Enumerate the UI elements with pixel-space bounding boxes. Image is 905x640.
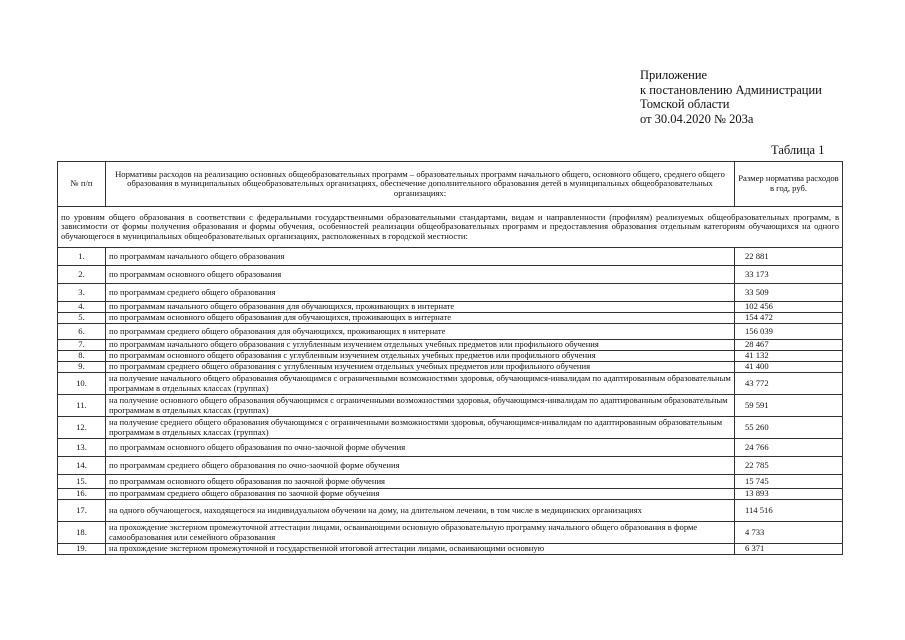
row-num: 19. [58, 544, 106, 555]
row-desc: по программам среднего общего образования [106, 284, 735, 302]
table-row [58, 373, 843, 395]
table-row [58, 351, 843, 362]
table-intro: по уровням общего образования в соответствии с федеральными государственными образовательными стандартами, видам и направленности (профилям) реализуемых общеобразовательных программ, в зависимости от формы получения образования и формы обучения, особенностей реализации общеобразовательных программ и предоставления образования отдельным категориям обучающихся на одного обучающегося в муниципальных общеобразовательных организациях, расположенных в городской местности: [58, 207, 843, 248]
table-row [58, 522, 843, 544]
row-desc: по программам основного общего образования с углубленным изучением отдельных учебных предметов или профильного обучения [106, 351, 735, 362]
table-row [58, 500, 843, 522]
row-value: 15 745 [735, 475, 843, 489]
row-value: 13 893 [735, 489, 843, 500]
row-num: 18. [58, 522, 106, 544]
row-value: 156 039 [735, 324, 843, 340]
row-value: 22 881 [735, 248, 843, 266]
row-desc: по программам начального общего образования для обучающихся, проживающих в интернате [106, 302, 735, 313]
norms-table [57, 161, 843, 555]
row-desc: по программам среднего общего образования по заочной форме обучения [106, 489, 735, 500]
approval-block [640, 68, 822, 126]
table-row [58, 457, 843, 475]
row-value: 6 371 [735, 544, 843, 555]
approval-line-2: к постановлению Администрации [640, 82, 822, 97]
row-num: 14. [58, 457, 106, 475]
header-value: Размер норматива расходов в год, руб. [735, 162, 843, 207]
row-num: 9. [58, 362, 106, 373]
table-row [58, 340, 843, 351]
row-value: 43 772 [735, 373, 843, 395]
table-row [58, 266, 843, 284]
table-row [58, 302, 843, 313]
table-intro-row [58, 207, 843, 248]
header-num: № п/п [58, 162, 106, 207]
row-value: 22 785 [735, 457, 843, 475]
row-value: 55 260 [735, 417, 843, 439]
table-row [58, 475, 843, 489]
row-num: 5. [58, 313, 106, 324]
approval-line-3: Томской области [640, 97, 730, 111]
table-row [58, 324, 843, 340]
row-num: 6. [58, 324, 106, 340]
row-value: 102 456 [735, 302, 843, 313]
row-desc: по программам начального общего образования с углубленным изучением отдельных учебных предметов или профильного обучения [106, 340, 735, 351]
row-num: 15. [58, 475, 106, 489]
row-desc: на прохождение экстерном промежуточной аттестации лицами, осваивающими основную образовательную программу начального общего образования в форме самообразования или семейного образования [106, 522, 735, 544]
row-desc: по программам среднего общего образования по очно-заочной форме обучения [106, 457, 735, 475]
row-desc: на получение начального общего образования обучающимся с ограниченными возможностями здоровья, обучающимся-инвалидам по адаптированным образовательным программам в отдельных классах (группах) [106, 373, 735, 395]
row-value: 59 591 [735, 395, 843, 417]
row-value: 33 509 [735, 284, 843, 302]
row-desc: по программам основного общего образования для обучающихся, проживающих в интернате [106, 313, 735, 324]
row-num: 10. [58, 373, 106, 395]
row-value: 24 766 [735, 439, 843, 457]
row-desc: по программам основного общего образования по очно-заочной форме обучения [106, 439, 735, 457]
approval-line-1: Приложение [640, 68, 708, 82]
table-row [58, 439, 843, 457]
row-desc: по программам среднего общего образования с углубленным изучением отдельных учебных предметов или профильного обучения [106, 362, 735, 373]
row-desc: по программам основного общего образования по заочной форме обучения [106, 475, 735, 489]
approval-line-4: от 30.04.2020 № 203а [640, 111, 754, 126]
row-num: 7. [58, 340, 106, 351]
row-num: 8. [58, 351, 106, 362]
row-desc: на одного обучающегося, находящегося на индивидуальном обучении на дому, на длительном лечении, в том числе в медицинских организациях [106, 500, 735, 522]
row-value: 41 132 [735, 351, 843, 362]
row-desc: по программам начального общего образования [106, 248, 735, 266]
table-row [58, 489, 843, 500]
row-value: 114 516 [735, 500, 843, 522]
row-desc: на прохождение экстерном промежуточной и государственной итоговой аттестации лицами, осваивающими основную [106, 544, 735, 555]
row-num: 3. [58, 284, 106, 302]
table-row [58, 544, 843, 555]
row-num: 1. [58, 248, 106, 266]
row-num: 12. [58, 417, 106, 439]
row-num: 13. [58, 439, 106, 457]
row-value: 41 400 [735, 362, 843, 373]
row-num: 16. [58, 489, 106, 500]
row-num: 2. [58, 266, 106, 284]
table-row [58, 362, 843, 373]
row-num: 4. [58, 302, 106, 313]
table-label: Таблица 1 [771, 143, 825, 157]
row-num: 17. [58, 500, 106, 522]
row-value: 4 733 [735, 522, 843, 544]
table-header-row [58, 162, 843, 207]
row-desc: по программам среднего общего образования для обучающихся, проживающих в интернате [106, 324, 735, 340]
header-desc: Нормативы расходов на реализацию основных общеобразовательных программ – образовательных программ начального общего, основного общего, среднего общего образования в муниципальных общеобразовательных организациях, обеспечение дополнительного образования детей в муниципальных общеобразовательных организациях: [106, 162, 735, 207]
row-value: 28 467 [735, 340, 843, 351]
table-row [58, 417, 843, 439]
table-row [58, 313, 843, 324]
row-desc: по программам основного общего образования [106, 266, 735, 284]
row-value: 154 472 [735, 313, 843, 324]
table-row [58, 284, 843, 302]
row-desc: на получение среднего общего образования обучающимся с ограниченными возможностями здоровья, обучающимся-инвалидам по адаптированным образовательным программам в отдельных классах (группах) [106, 417, 735, 439]
row-desc: на получение основного общего образования обучающимся с ограниченными возможностями здоровья, обучающимся-инвалидам по адаптированным образовательным программам в отдельных классах (группах) [106, 395, 735, 417]
row-value: 33 173 [735, 266, 843, 284]
table-row [58, 395, 843, 417]
row-num: 11. [58, 395, 106, 417]
table-row [58, 248, 843, 266]
